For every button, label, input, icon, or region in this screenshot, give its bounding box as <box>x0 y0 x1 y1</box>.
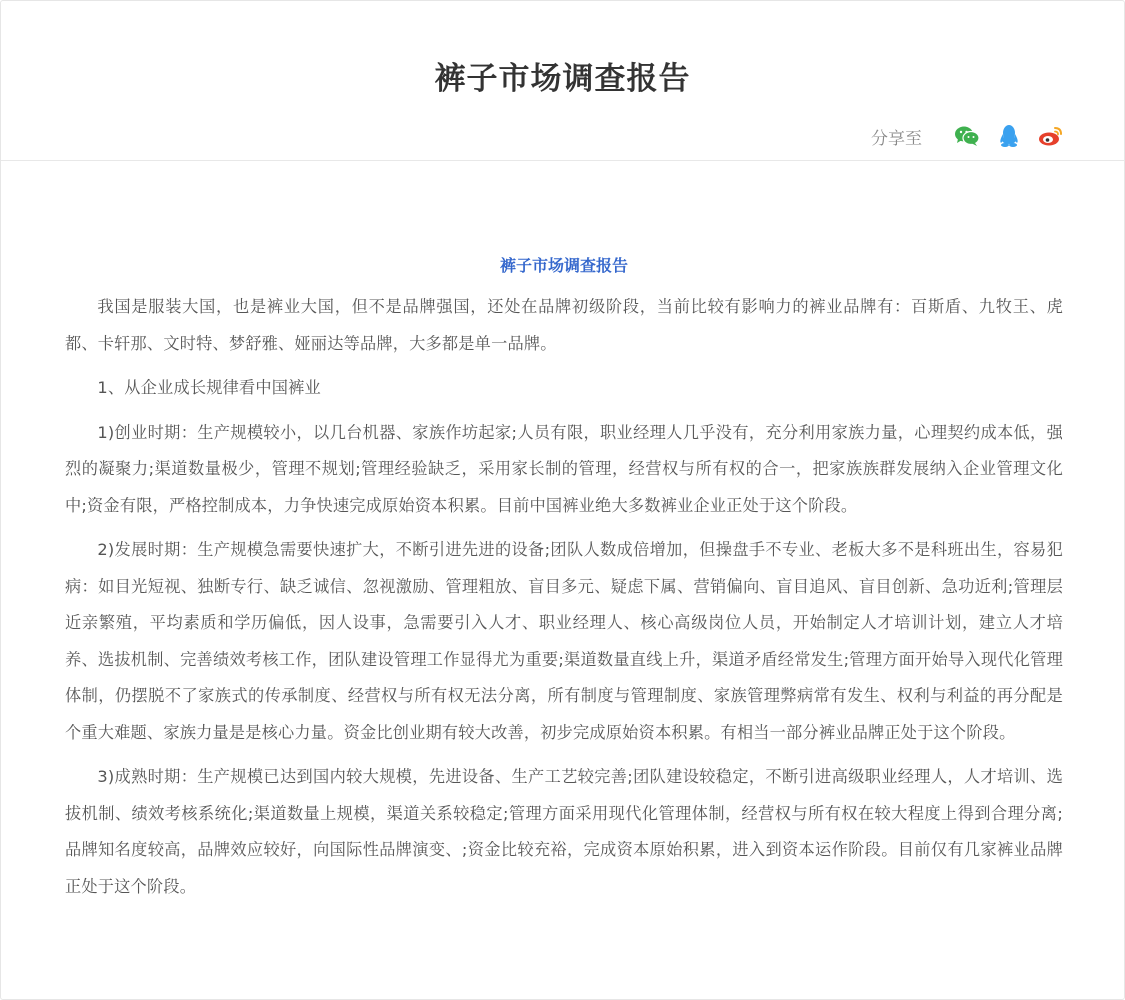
qq-icon[interactable] <box>996 123 1022 149</box>
page-title: 裤子市场调查报告 <box>434 61 691 97</box>
wechat-icon[interactable] <box>954 123 980 149</box>
weibo-icon[interactable] <box>1038 123 1064 149</box>
article-title: 裤子市场调查报告 <box>499 256 628 275</box>
paragraph: 1)创业时期：生产规模较小，以几台机器、家族作坊起家;人员有限，职业经理人几乎没有，充分利用家族力量，心理契约成本低，强烈的凝聚力;渠道数量极少，管理不规划;管理经验缺乏，采用家长制的管理，经营权与所有权的合一，把家族族群发展纳入企业管理文化中;资金有限，严格控制成本，力争快速完成原始资本积累。目前中国裤业绝大多数裤业企业正处于这个阶段。 <box>65 422 1063 515</box>
paragraph: 我国是服装大国，也是裤业大国，但不是品牌强国，还处在品牌初级阶段，当前比较有影响力的裤业品牌有：百斯盾、九牧王、虎都、卡轩那、文时特、梦舒雅、娅丽达等品牌，大多都是单一品牌。 <box>65 297 1063 353</box>
share-bar <box>871 123 1064 149</box>
section-heading: 1、从企业成长规律看中国裤业 <box>97 378 321 397</box>
article-header <box>1 1 1124 161</box>
article-content <box>65 251 1063 913</box>
paragraph: 2)发展时期：生产规模急需要快速扩大，不断引进先进的设备;团队人数成倍增加，但操盘手不专业、老板大多不是科班出生，容易犯病：如目光短视、独断专行、缺乏诚信、忽视激励、管理粗放、盲目多元、疑虑下属、营销偏向、盲目追风、盲目创新、急功近利;管理层近亲繁殖，平均素质和学历偏低，因人设事，急需要引入人才、职业经理人、核心高级岗位人员，开始制定人才培训计划，建立人才培养、选拔机制、完善绩效考核工作，团队建设管理工作显得尤为重要;渠道数量直线上升，渠道矛盾经常发生;管理方面开始导入现代化管理体制，仍摆脱不了家族式的传承制度、经营权与所有权无法分离，所有制度与管理制度、家族管理弊病常有发生、权利与利益的再分配是个重大难题、家族力量是是核心力量。资金比创业期有较大改善，初步完成原始资本积累。有相当一部分裤业品牌正处于这个阶段。 <box>65 540 1063 742</box>
share-label: 分享至 <box>871 128 922 149</box>
paragraph: 3)成熟时期：生产规模已达到国内较大规模，先进设备、生产工艺较完善;团队建设较稳定，不断引进高级职业经理人，人才培训、选拔机制、绩效考核系统化;渠道数量上规模，渠道关系较稳定;管理方面采用现代化管理体制，经营权与所有权在较大程度上得到合理分离;品牌知名度较高，品牌效应较好，向国际性品牌演变、;资金比较充裕，完成资本原始积累，进入到资本运作阶段。目前仅有几家裤业品牌正处于这个阶段。 <box>65 767 1063 896</box>
